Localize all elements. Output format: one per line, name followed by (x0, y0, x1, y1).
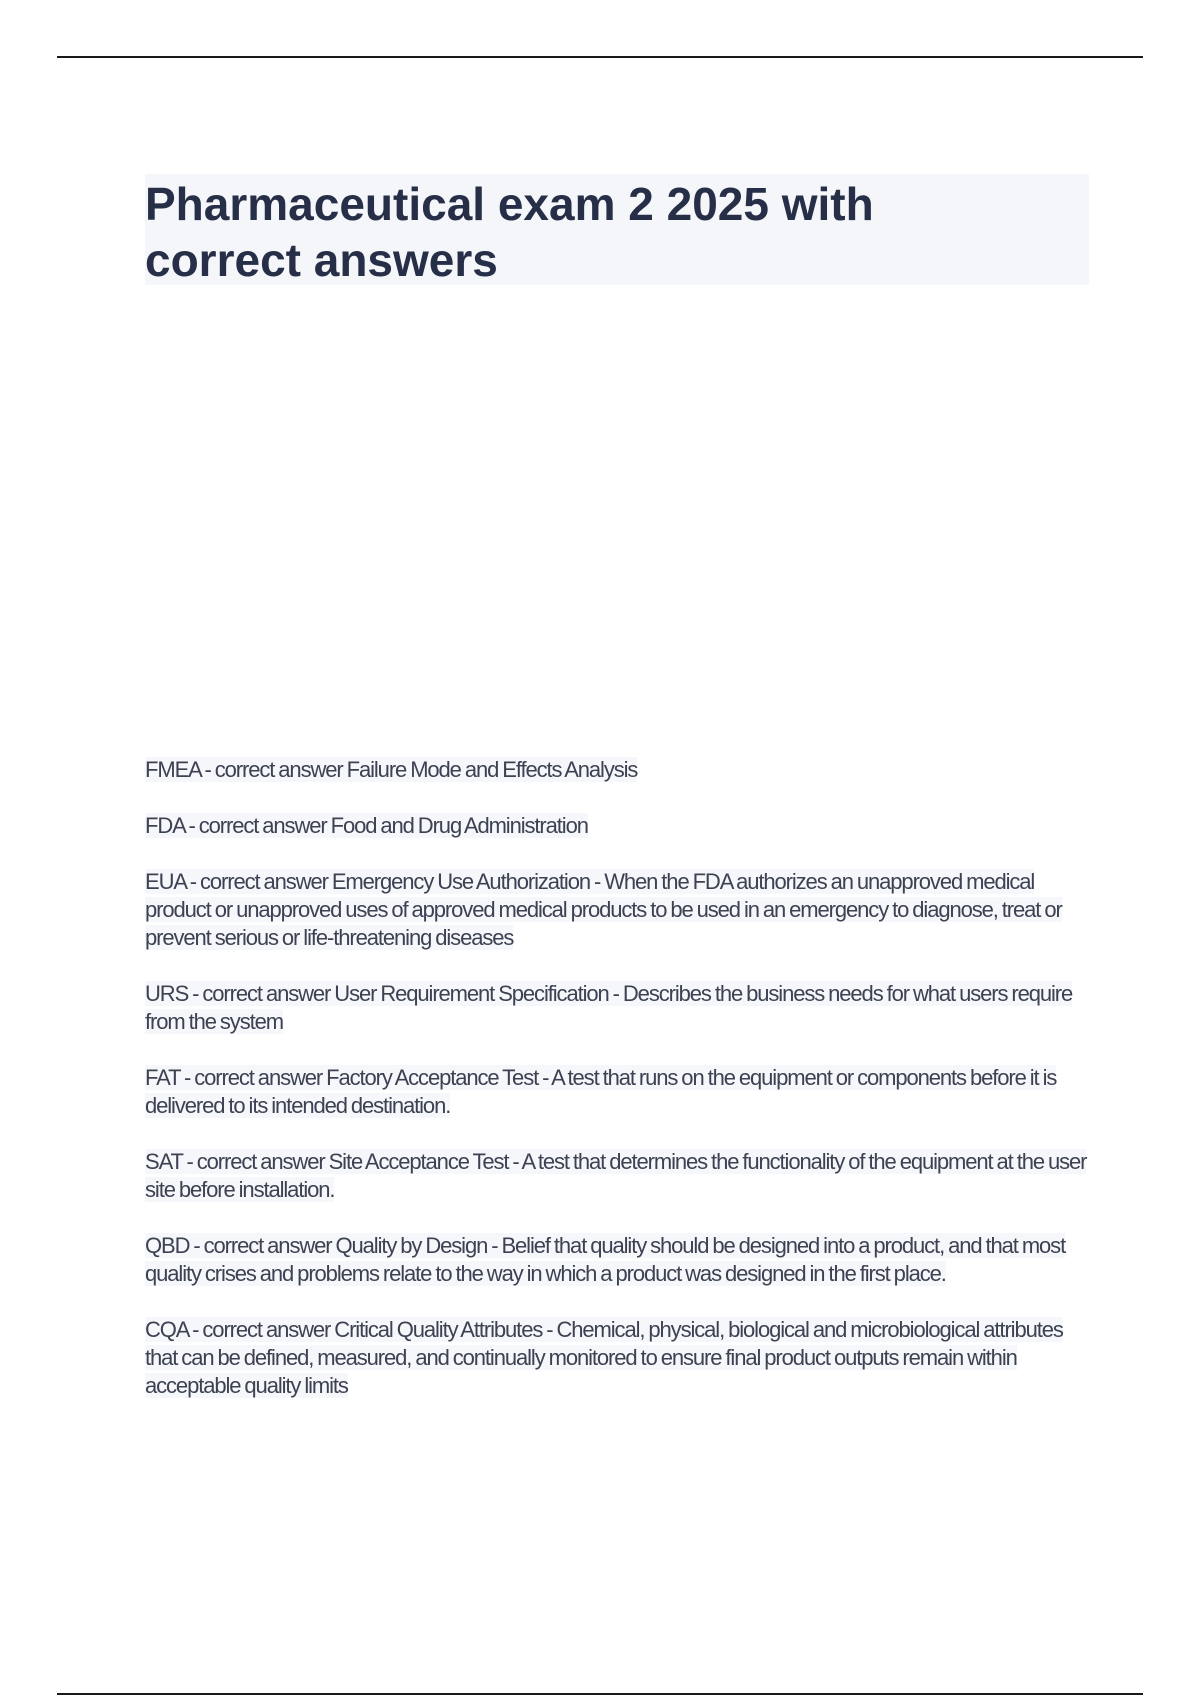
entry-cqa (145, 1316, 1089, 1400)
bottom-rule (57, 1693, 1143, 1695)
title-block (145, 174, 1089, 285)
title-line-2: correct answers (145, 234, 498, 286)
entry-text: EUA - correct answer Emergency Use Authorization - When the FDA authorizes an unapproved medical product or unapproved uses of approved medical products to be used in an emergency to diagnose, treat or prevent serious or life-threatening diseases (145, 869, 1062, 950)
entry-text: URS - correct answer User Requirement Specification - Describes the business needs for what users require from the system (145, 981, 1073, 1034)
entry-urs (145, 980, 1089, 1036)
entry-sat (145, 1148, 1089, 1204)
entry-eua (145, 868, 1089, 952)
entry-qbd (145, 1232, 1089, 1288)
entries-list (145, 756, 1089, 1428)
entry-fmea (145, 756, 1089, 784)
entry-text: SAT - correct answer Site Acceptance Test - A test that determines the functionality of the equipment at the user site before installation. (145, 1149, 1087, 1202)
title-line-1: Pharmaceutical exam 2 2025 with (145, 178, 874, 230)
entry-text: CQA - correct answer Critical Quality Attributes - Chemical, physical, biological and microbiological attributes that can be defined, measured, and continually monitored to ensure final product outputs remain within acceptable quality limits (145, 1317, 1063, 1398)
entry-text: FMEA - correct answer Failure Mode and Effects Analysis (145, 757, 638, 782)
entry-text: FDA - correct answer Food and Drug Administration (145, 813, 588, 838)
page-title (145, 176, 1089, 288)
entry-text: QBD - correct answer Quality by Design - Belief that quality should be designed into a product, and that most quality crises and problems relate to the way in which a product was designed in the first place. (145, 1233, 1066, 1286)
top-rule (57, 56, 1143, 58)
entry-fat (145, 1064, 1089, 1120)
entry-text: FAT - correct answer Factory Acceptance Test - A test that runs on the equipment or components before it is delivered to its intended destination. (145, 1065, 1057, 1118)
entry-fda (145, 812, 1089, 840)
